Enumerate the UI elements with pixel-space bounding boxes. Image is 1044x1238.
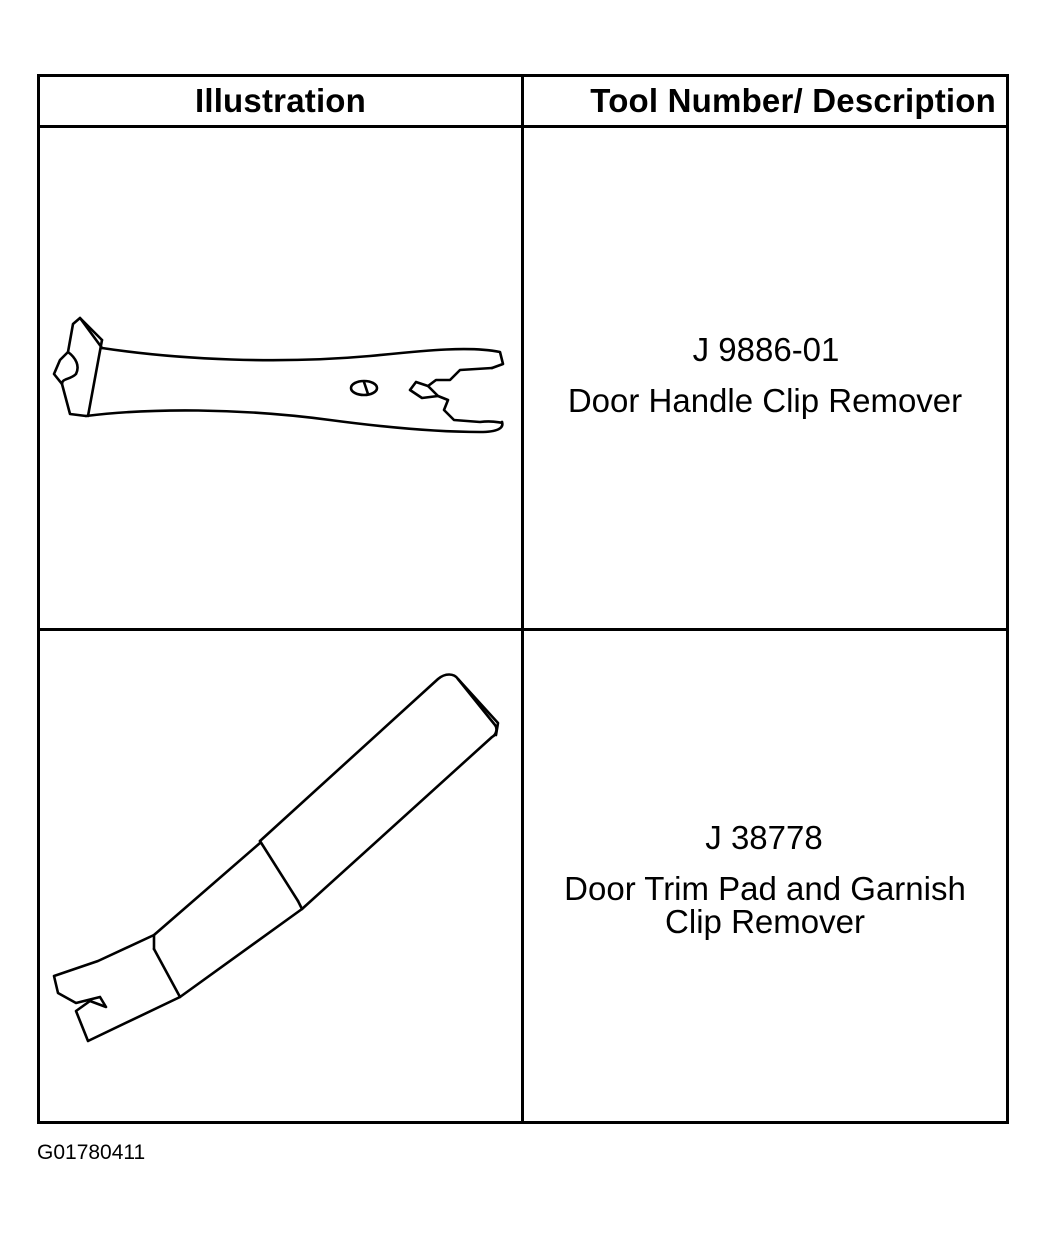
tool-table: [37, 74, 1009, 1124]
table-row: [39, 630, 1008, 1123]
header-row: [39, 76, 1008, 127]
description-cell: [523, 127, 1008, 630]
illustration-cell: [39, 630, 523, 1123]
tool-description: Door Trim Pad and Garnish Clip Remover: [564, 870, 966, 940]
description-header: Tool Number/ Description: [523, 76, 1008, 127]
table-row: [39, 127, 1008, 630]
tool-description: Door Handle Clip Remover: [567, 382, 963, 419]
door-trim-pad-clip-remover-drawing: [40, 631, 524, 1121]
illustration-header: Illustration: [39, 76, 523, 127]
door-handle-clip-remover-drawing: [40, 128, 524, 628]
illustration-cell: [39, 127, 523, 630]
tool-number: J 38778: [705, 819, 823, 856]
figure-id: G01780411: [37, 1141, 146, 1164]
description-cell: [523, 630, 1008, 1123]
tool-number: J 9886-01: [692, 331, 840, 368]
